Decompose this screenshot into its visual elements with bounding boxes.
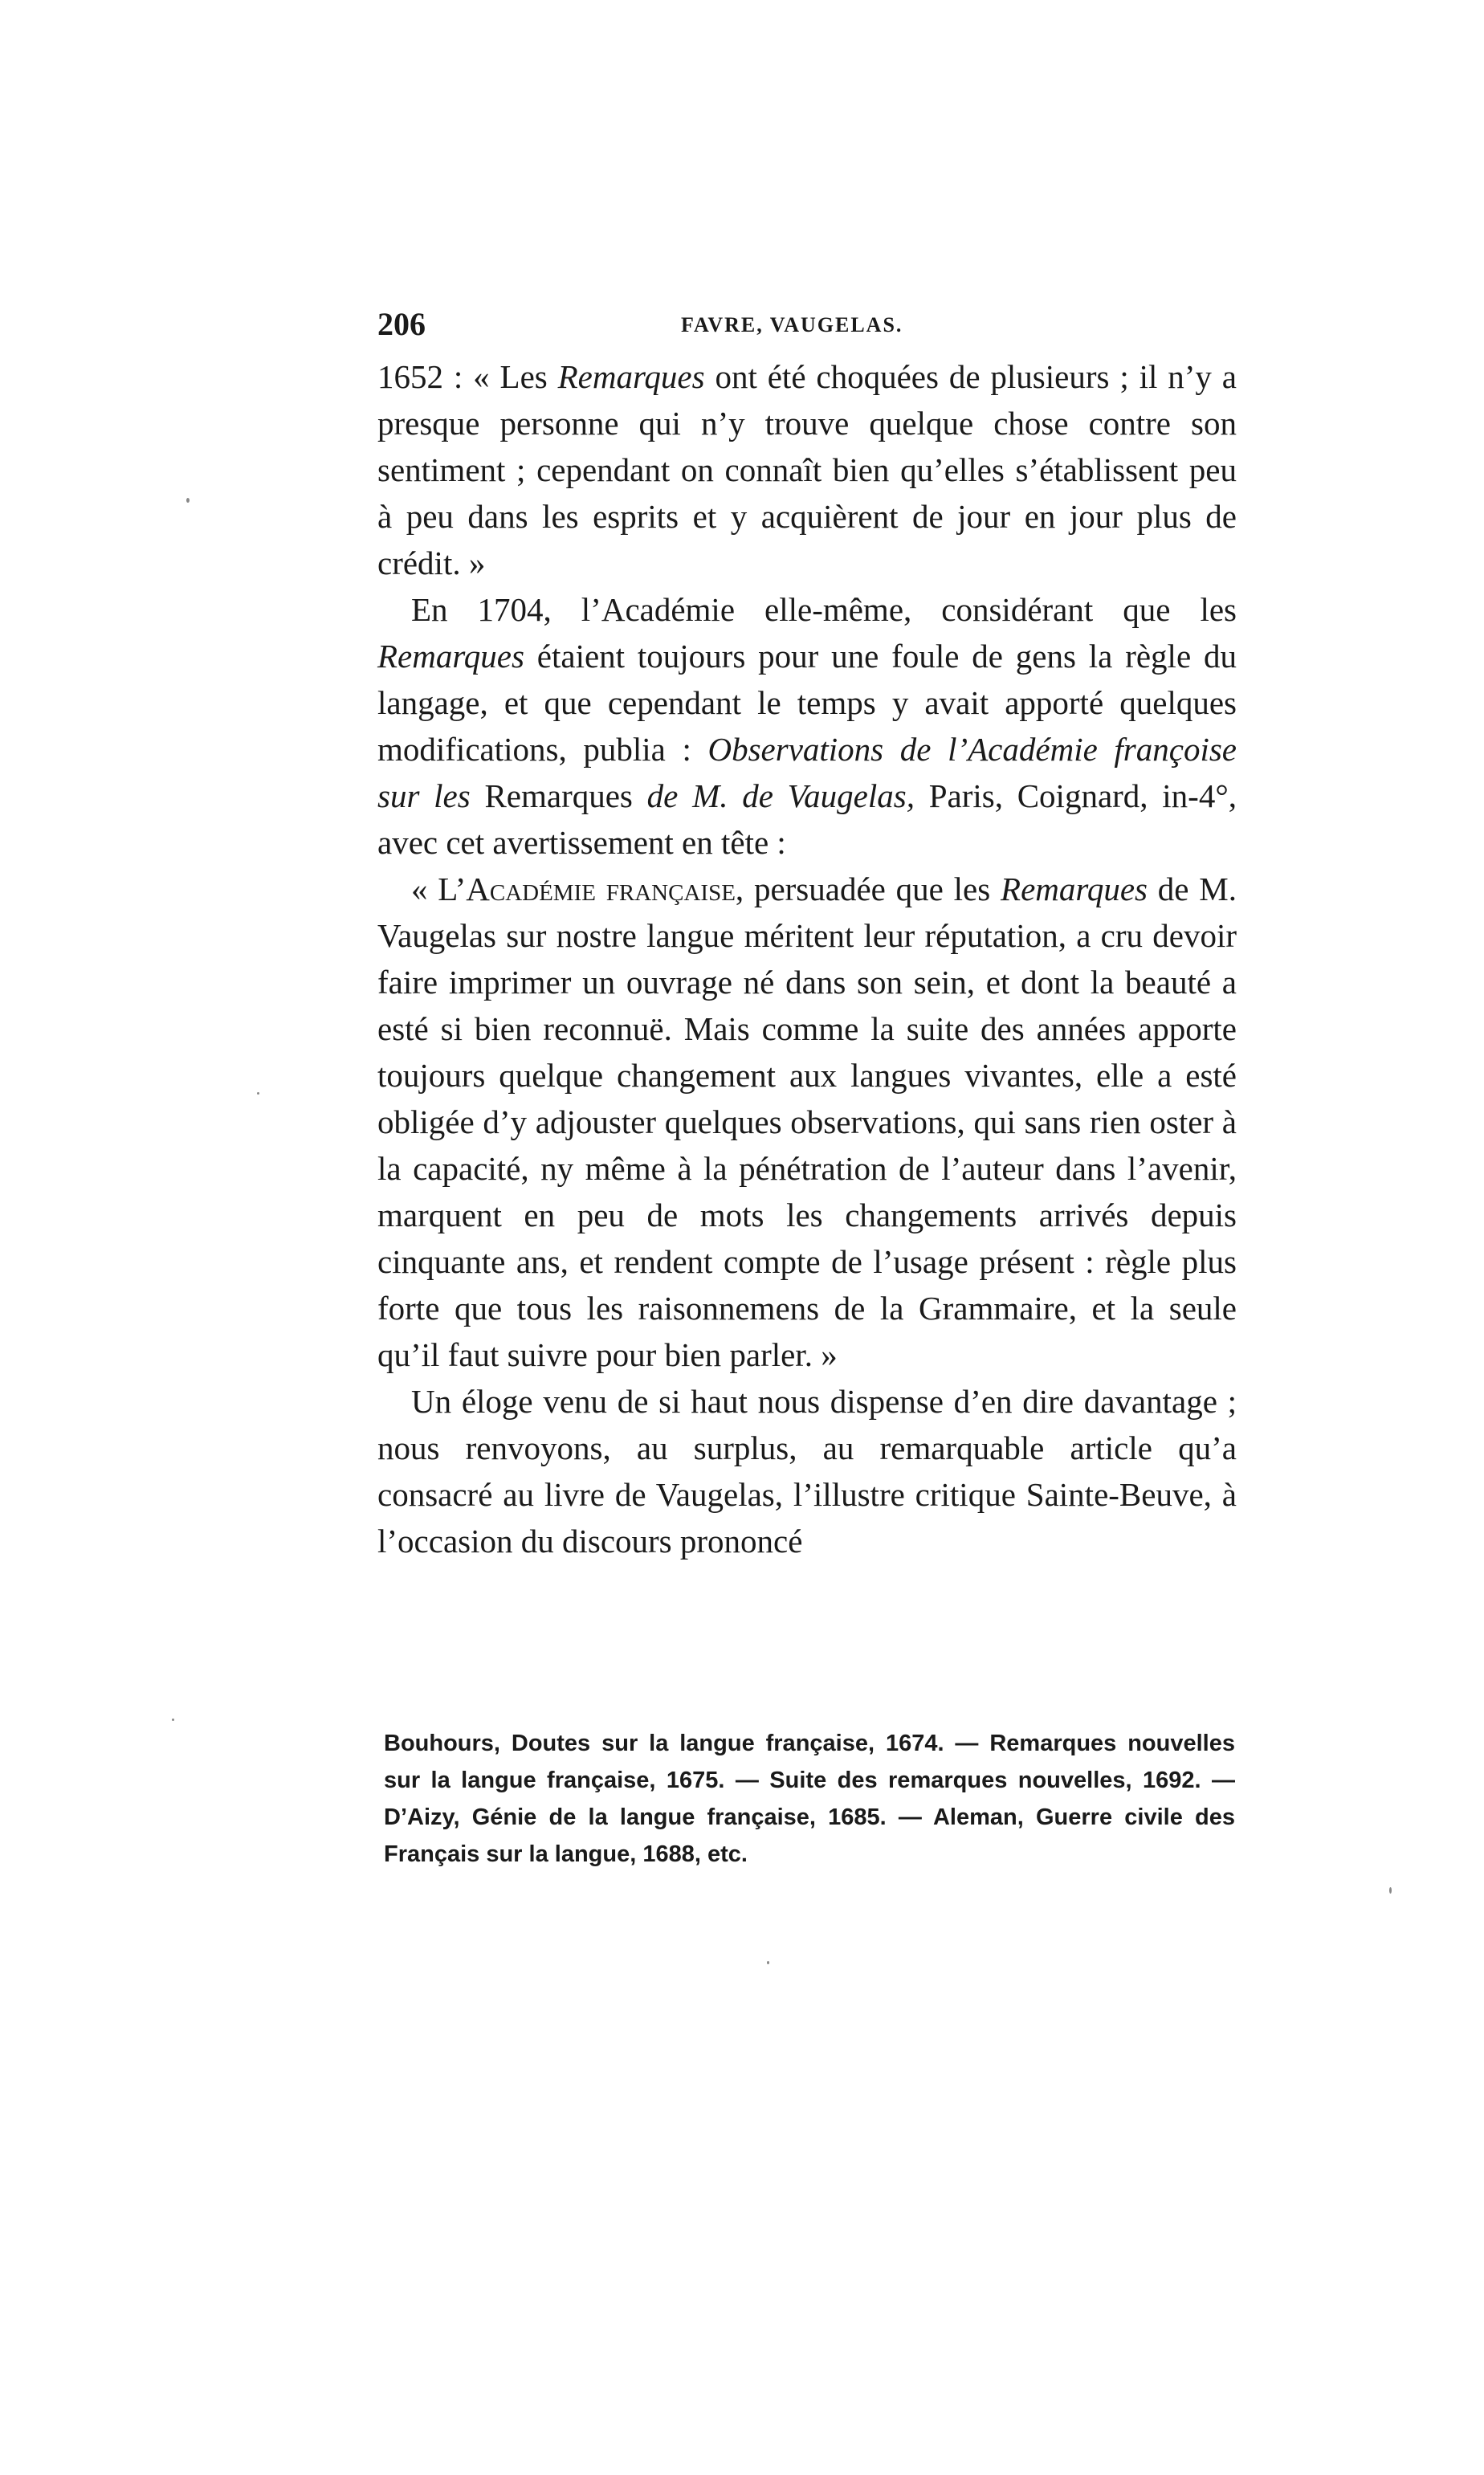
paragraph-4: Un éloge venu de si haut nous dispense d’en dire davantage ; nous renvoyons, au surplus, au remarquable article qu’a consacré au livre de Vaugelas, l’illustre critique Sainte-Beuve, à l’occasion du discours prononcé: [377, 1383, 1237, 1560]
footnote-text: Bouhours, Doutes sur la langue française, 1674. — Remarques nouvelles sur la langue française, 1675. — Suite des remarques nouvelles, 1692. — D’Aizy, Génie de la langue française, 1685. — Aleman, Guerre civile des Français sur la langue, 1688, etc.: [384, 1731, 1235, 1867]
scan-speck: [186, 498, 190, 503]
page-number: 206: [377, 306, 426, 342]
scan-speck: [172, 1719, 174, 1721]
paragraph-2: En 1704, l’Académie elle-même, considérant que les Remarques étaient toujours pour une foule de gens la règle du langage, et que cependant le temps y avait apporté quelques modifications, publia : Observations de l’Académie françoise sur les Remarques de M. de Vaugelas, Paris, Coignard, in-4°, avec cet avertissement en tête :: [377, 591, 1237, 861]
scan-speck: [767, 1961, 769, 1964]
paragraph-3-quotation: « L’Académie française, persuadée que les Remarques de M. Vaugelas sur nostre langue méritent leur réputation, a cru devoir faire imprimer un ouvrage né dans son sein, et dont la beauté a esté si bien reconnuë. Mais comme la suite des années apporte toujours quelque changement aux langues vivantes, elle a esté obligée d’y adjouster quelques observations, qui sans rien oster à la capacité, ny même à la pénétration de l’auteur dans l’avenir, marquent en peu de mots les changements arrivés depuis cinquante ans, et rendent compte de l’usage présent : règle plus forte que tous les raisonnemens de la Grammaire, et la seule qu’il faut suivre pour bien parler. »: [377, 871, 1237, 1373]
scan-speck: [1389, 1887, 1392, 1894]
running-head: FAVRE, VAUGELAS.: [681, 313, 903, 336]
main-text: [377, 353, 1237, 1564]
page-header: [377, 305, 1237, 353]
footnote: [384, 1725, 1235, 1873]
paragraph-1: 1652 : « Les Remarques ont été choquées de plusieurs ; il n’y a presque personne qui n’y trouve quelque chose contre son sentiment ; cependant on connaît bien qu’elles s’établissent peu à peu dans les esprits et y acquièrent de jour en jour plus de crédit. »: [377, 358, 1237, 581]
scan-speck: [257, 1092, 259, 1095]
